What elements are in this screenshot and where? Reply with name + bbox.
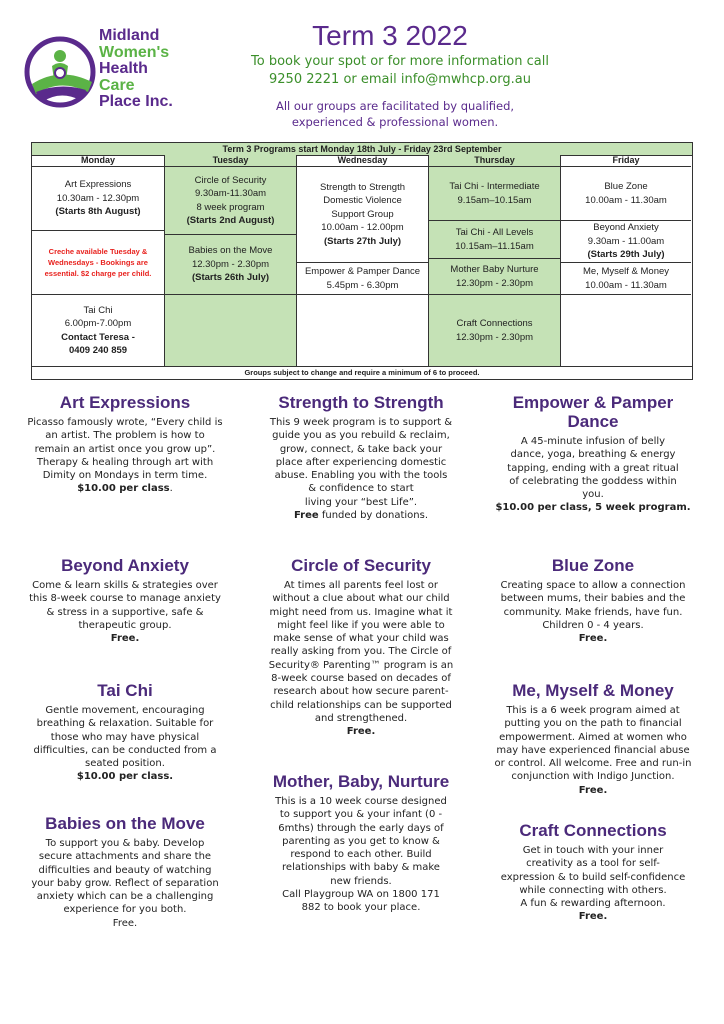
session-time: 9.30am - 11.00am (587, 235, 665, 247)
cell-strength-to-strength (297, 167, 429, 263)
schedule-footer: Groups subject to change and require a minimum of 6 to proceed. (32, 366, 692, 379)
cell-art-expressions (32, 167, 165, 231)
program-description: This 9 week program is to support & guide you as you rebuild & reclaim, grow, connect, & take back your place after experiencing domestic abuse. Enabling you with the tools & confidence to start living your “best Life”. (269, 417, 453, 508)
program-price: Free. (346, 726, 376, 738)
program-title: Babies on the Move (45, 814, 205, 833)
cell-blue-zone (561, 167, 691, 221)
org-name-line: Health (99, 60, 148, 77)
session-name: Circle of Security (194, 174, 267, 186)
org-name (99, 28, 189, 111)
session-start: (Starts 2nd August) (186, 215, 275, 226)
program-price: $10.00 per class (77, 483, 170, 495)
program-blue-zone (490, 556, 696, 645)
session-time: 10.15am–11.15am (455, 240, 534, 252)
program-me-myself-money (490, 681, 696, 797)
session-name: Craft Connections (456, 318, 533, 329)
cell-circle-of-security (165, 167, 297, 235)
session-length: 8 week program (196, 201, 265, 213)
contact-details[interactable]: 9250 2221 or email info@mwhcp.org.au (269, 72, 531, 87)
day-header-wednesday: Wednesday (297, 155, 429, 167)
session-start: (Starts 26th July) (191, 272, 270, 284)
session-start: (Starts 8th August) (55, 206, 141, 218)
cell-mother-baby-nurture (429, 259, 561, 295)
cell-beyond-anxiety (561, 221, 691, 263)
program-description: This is a 6 week program aimed at putting you on the path to financial empowerment. Aimed at women who may have experienced financial abuse or control. All welcome. Free and run-in conjunction with Indigo Junction. (494, 705, 692, 783)
program-title: Blue Zone (551, 556, 635, 575)
org-name-line: Midland (99, 27, 160, 44)
session-name: Art Expressions (64, 179, 132, 191)
session-time: 9.30am-11.30am (194, 188, 267, 199)
page-title: Term 3 2022 (312, 20, 468, 51)
booking-line: To book your spot or for more information call (251, 54, 549, 69)
program-strength-to-strength (254, 393, 468, 522)
session-desc: Domestic Violence (323, 195, 402, 207)
program-description: Creating space to allow a connection between mums, their babies and the community. Make friends, have fun. Children 0 - 4 years. (500, 580, 686, 631)
program-description: To support you & baby. Develop secure attachments and share the difficulties and beauty of watching your baby grow. Reflect of separation anxiety which can be a challenging experience for you both. Free. (31, 838, 219, 929)
program-art-expressions: Art Expressions Picasso famously wrote, “Every child is an artist. The problem is how to remain an artist once you grow up”. Therapy & healing through art with Dimity on Mondays in term time. $10.00 per class. (22, 393, 228, 496)
schedule-title: Term 3 Programs start Monday 18th July - Friday 23rd September (32, 143, 692, 156)
session-time: 10.30am - 12.30pm (56, 192, 140, 204)
session-time: 10.00am - 11.30am (585, 279, 667, 291)
program-title: Mother, Baby, Nurture (272, 772, 450, 791)
program-price: Free. (578, 784, 608, 796)
session-name: Tai Chi - Intermediate (449, 181, 540, 192)
session-name: Empower & Pamper Dance (304, 266, 421, 277)
session-contact: Contact Teresa - (61, 331, 135, 343)
org-name-line: Women's (99, 43, 170, 61)
session-desc: Support Group (331, 208, 394, 220)
program-price: Free. (578, 911, 608, 923)
facilitated-note: experienced & professional women. (291, 115, 499, 129)
program-price: Free. (110, 633, 140, 645)
program-mother-baby-nurture (254, 772, 468, 915)
program-description: A 45-minute infusion of belly dance, yoga, breathing & energy tapping, ending with a great ritual of celebrating the goddess within you. (507, 436, 679, 501)
program-title: Tai Chi (97, 681, 153, 700)
org-name-line: Place Inc. (99, 93, 173, 110)
cell-tai-chi-intermediate (429, 167, 561, 221)
session-time: 12.30pm - 2.30pm (455, 277, 534, 289)
program-babies-on-the-move (22, 814, 228, 930)
day-header-thursday: Thursday (429, 155, 561, 167)
program-description: This is a 10 week course designed to support you & your infant (0 - 6mths) through the early days of parenting as you get to know & respond to each other. Build relationships with baby & make new friends. Call Playgroup WA on 1800 171 882 to book your place. (275, 796, 447, 914)
program-craft-connections (490, 821, 696, 924)
program-price: Free (293, 510, 319, 522)
logo-emblem-icon (22, 26, 102, 118)
program-title: Beyond Anxiety (61, 556, 189, 575)
session-name: Mother Baby Nurture (450, 264, 539, 275)
session-time: 9.15am–10.15am (457, 194, 532, 206)
cell-tai-chi-all-levels (429, 221, 561, 259)
day-header-friday: Friday (561, 155, 691, 167)
cell-tai-chi-evening (32, 295, 165, 367)
program-description: Come & learn skills & strategies over this 8-week course to manage anxiety & stress in a supportive, safe & therapeutic group. (29, 580, 221, 631)
program-description: Picasso famously wrote, “Every child is an artist. The problem is how to remain an artist once you grow up”. Therapy & healing through art with Dimity on Mondays in term time. (27, 417, 223, 482)
day-header-tuesday: Tuesday (165, 155, 297, 167)
cell-empty (165, 295, 297, 367)
session-name: Blue Zone (604, 181, 648, 192)
program-title: Craft Connections (519, 821, 667, 840)
session-time: 10.00am - 12.00pm (321, 222, 404, 234)
session-time: 6.00pm-7.00pm (64, 318, 132, 329)
program-title: Empower & Pamper Dance (512, 393, 674, 431)
org-name-line: Care (99, 76, 135, 94)
session-start: (Starts 27th July) (323, 235, 402, 247)
session-name: Tai Chi (83, 304, 113, 316)
program-beyond-anxiety (22, 556, 228, 645)
program-title: Circle of Security (291, 556, 431, 575)
session-name: Babies on the Move (188, 245, 273, 257)
program-empower-pamper-dance (490, 393, 696, 515)
program-description: At times all parents feel lost or without a clue about what our child might need from us. Imagine what it might feel like if you were able to make sense of what your child was really asking from you. The Circle of Security® Parenting™ program is an 8-week course based on decades of research about how secure parent- child relationships can be supported and strengthened. (268, 580, 454, 724)
cell-empty (297, 295, 429, 367)
session-name: Beyond Anxiety (593, 222, 659, 234)
program-price: $10.00 per class. (76, 771, 174, 783)
program-title: Art Expressions (59, 393, 191, 412)
program-tai-chi (22, 681, 228, 784)
day-header-monday: Monday (32, 155, 165, 167)
session-time: 12.30pm - 2.30pm (191, 258, 270, 270)
program-price-note: funded by donations. (318, 510, 428, 522)
schedule-table (31, 142, 693, 380)
program-price: $10.00 per class, 5 week program. (495, 502, 691, 514)
creche-note: Creche available Tuesday & Wednesdays - Bookings are essential. $2 charge per child. (44, 247, 152, 278)
facilitated-note: All our groups are facilitated by qualified, (275, 99, 515, 113)
cell-me-myself-money (561, 263, 691, 295)
session-name: Me, Myself & Money (582, 266, 670, 277)
program-description: Gentle movement, encouraging breathing & relaxation. Suitable for those who may have physical difficulties, can be conducted from a seated position. (33, 705, 217, 770)
session-start: (Starts 29th July) (587, 249, 665, 261)
session-phone: 0409 240 859 (68, 345, 128, 356)
program-circle-of-security (254, 556, 468, 739)
session-name: Tai Chi - All Levels (455, 227, 534, 238)
session-name: Strength to Strength (319, 181, 406, 193)
program-price: Free. (578, 633, 608, 645)
session-time: 5.45pm - 6.30pm (326, 279, 399, 291)
program-description: Get in touch with your inner creativity as a tool for self- expression & to build self-confidence while connecting with others. A fun & rewarding afternoon. (500, 845, 686, 910)
cell-craft-connections (429, 295, 561, 367)
cell-empty (561, 295, 691, 367)
session-time: 12.30pm - 2.30pm (455, 331, 534, 343)
program-title: Strength to Strength (278, 393, 444, 412)
cell-creche-note (32, 231, 165, 295)
cell-empower-pamper-dance (297, 263, 429, 295)
cell-babies-on-the-move (165, 235, 297, 295)
program-title: Me, Myself & Money (512, 681, 674, 700)
session-time: 10.00am - 11.30am (585, 194, 667, 206)
